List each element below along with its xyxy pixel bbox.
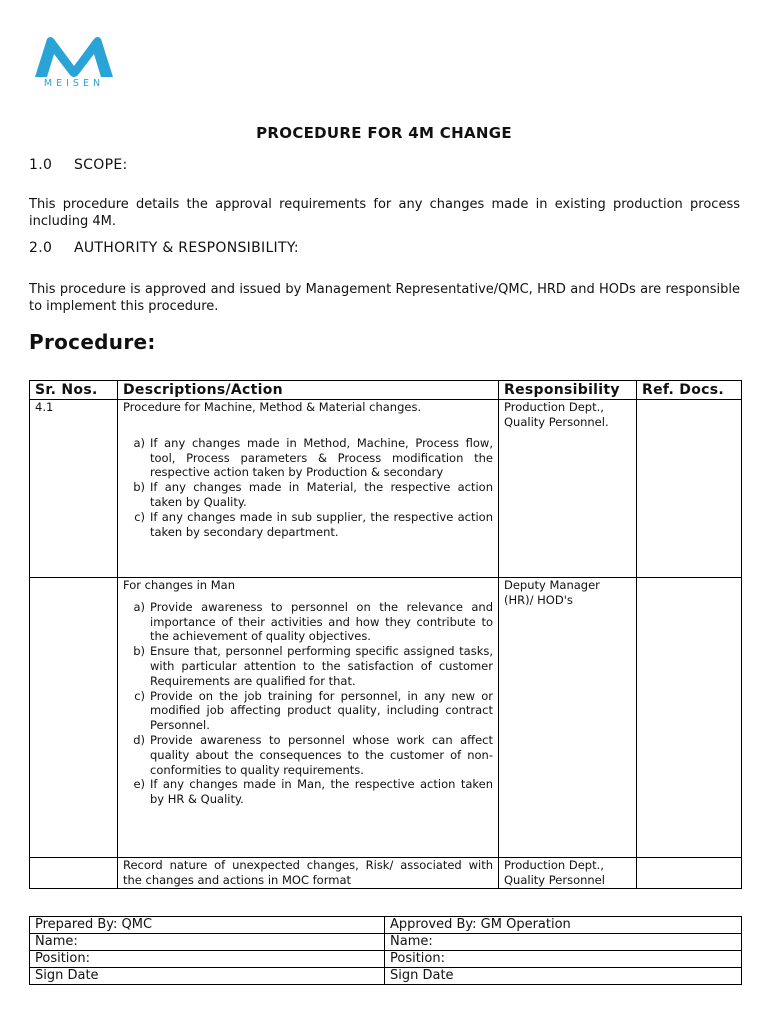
document-title: PROCEDURE FOR 4M CHANGE: [256, 124, 512, 142]
item-mark: d): [133, 732, 145, 747]
scope-heading: [29, 157, 128, 173]
table-row: [30, 578, 742, 858]
logo-wordmark: MEISEN: [43, 78, 105, 89]
scope-number: 1.0: [29, 157, 53, 173]
procedure-heading: Procedure:: [29, 330, 156, 354]
approved-by: Approved By: GM Operation: [385, 917, 742, 934]
signoff-row: [30, 934, 742, 951]
item-text: If any changes made in Material, the respective action taken by Quality.: [150, 480, 493, 509]
procedure-table: [29, 380, 742, 889]
table-row: [30, 400, 742, 578]
name-right: Name:: [385, 934, 742, 951]
authority-number: 2.0: [29, 240, 53, 256]
item-text: Provide awareness to personnel on the relevance and importance of their activities and how they contribute to the achievement of quality objectives.: [150, 599, 493, 644]
row3-responsibility: Production Dept., Quality Personnel: [499, 858, 637, 889]
signoff-row: [30, 951, 742, 968]
item-mark: e): [133, 777, 145, 792]
row2-sr: [30, 578, 118, 858]
item-mark: a): [133, 435, 145, 450]
sign-date-right: Sign Date: [385, 968, 742, 985]
header-ref-docs: Ref. Docs.: [637, 381, 742, 400]
row1-sr: 4.1: [30, 400, 118, 578]
item-text: Ensure that, personnel performing specific assigned tasks, with particular attention to the satisfaction of customer Requirements are qualified for that.: [150, 644, 493, 688]
item-text: Provide on the job training for personnel, in any new or modified job affecting product quality, including contract Personnel.: [150, 688, 493, 733]
table-row: [30, 858, 742, 889]
list-item: [123, 600, 493, 644]
item-text: If any changes made in sub supplier, the respective action taken by secondary department.: [150, 509, 493, 539]
header-descriptions: Descriptions/Action: [118, 381, 499, 400]
row2-description: [118, 578, 499, 858]
list-item: [123, 777, 493, 807]
item-mark: a): [133, 599, 145, 614]
signoff-row: [30, 917, 742, 934]
signoff-table: [29, 916, 742, 985]
signoff-row: [30, 968, 742, 985]
list-item: [123, 510, 493, 540]
item-mark: b): [133, 644, 145, 659]
list-item: [123, 733, 493, 777]
position-left: Position:: [30, 951, 385, 968]
authority-heading-text: AUTHORITY & RESPONSIBILITY:: [74, 240, 299, 256]
row1-items: [123, 436, 493, 540]
meisen-logo: [33, 36, 115, 92]
item-text: If any changes made in Method, Machine, Process flow, tool, Process parameters & Process modification the respective action taken by Production & secondary: [150, 435, 493, 480]
list-item: [123, 689, 493, 733]
item-text: Provide awareness to personnel whose work can affect quality about the consequences to the customer of non-conformities to quality requirements.: [150, 732, 493, 777]
row1-intro: Procedure for Machine, Method & Material changes.: [123, 400, 422, 414]
position-right: Position:: [385, 951, 742, 968]
prepared-by: Prepared By: QMC: [30, 917, 385, 934]
list-item: [123, 480, 493, 510]
sign-date-left: Sign Date: [30, 968, 385, 985]
meisen-logo-mark: [33, 36, 115, 78]
authority-heading: [29, 240, 299, 256]
list-item: [123, 436, 493, 480]
row1-description: [118, 400, 499, 578]
row3-sr: [30, 858, 118, 889]
row1-ref-docs: [637, 400, 742, 578]
row2-items: [123, 600, 493, 807]
item-mark: c): [134, 509, 145, 524]
item-mark: b): [133, 480, 145, 495]
row3-description: Record nature of unexpected changes, Risk/ associated with the changes and actions in MOC format: [118, 858, 499, 889]
list-item: [123, 644, 493, 688]
row2-responsibility: Deputy Manager (HR)/ HOD's: [499, 578, 637, 858]
row1-responsibility: Production Dept., Quality Personnel.: [499, 400, 637, 578]
row2-ref-docs: [637, 578, 742, 858]
item-text: If any changes made in Man, the respective action taken by HR & Quality.: [150, 777, 493, 807]
row3-ref-docs: [637, 858, 742, 889]
scope-text: This procedure details the approval requirements for any changes made in existing production process including 4M.: [29, 197, 740, 229]
authority-text: This procedure is approved and issued by Management Representative/QMC, HRD and HODs are responsible to implement this procedure.: [29, 282, 740, 314]
header-responsibility: Responsibility: [499, 381, 637, 400]
row2-intro: For changes in Man: [123, 578, 235, 592]
scope-heading-text: SCOPE:: [74, 157, 128, 173]
name-left: Name:: [30, 934, 385, 951]
table-header-row: [30, 381, 742, 400]
item-mark: c): [134, 688, 145, 703]
header-sr-nos: Sr. Nos.: [30, 381, 118, 400]
